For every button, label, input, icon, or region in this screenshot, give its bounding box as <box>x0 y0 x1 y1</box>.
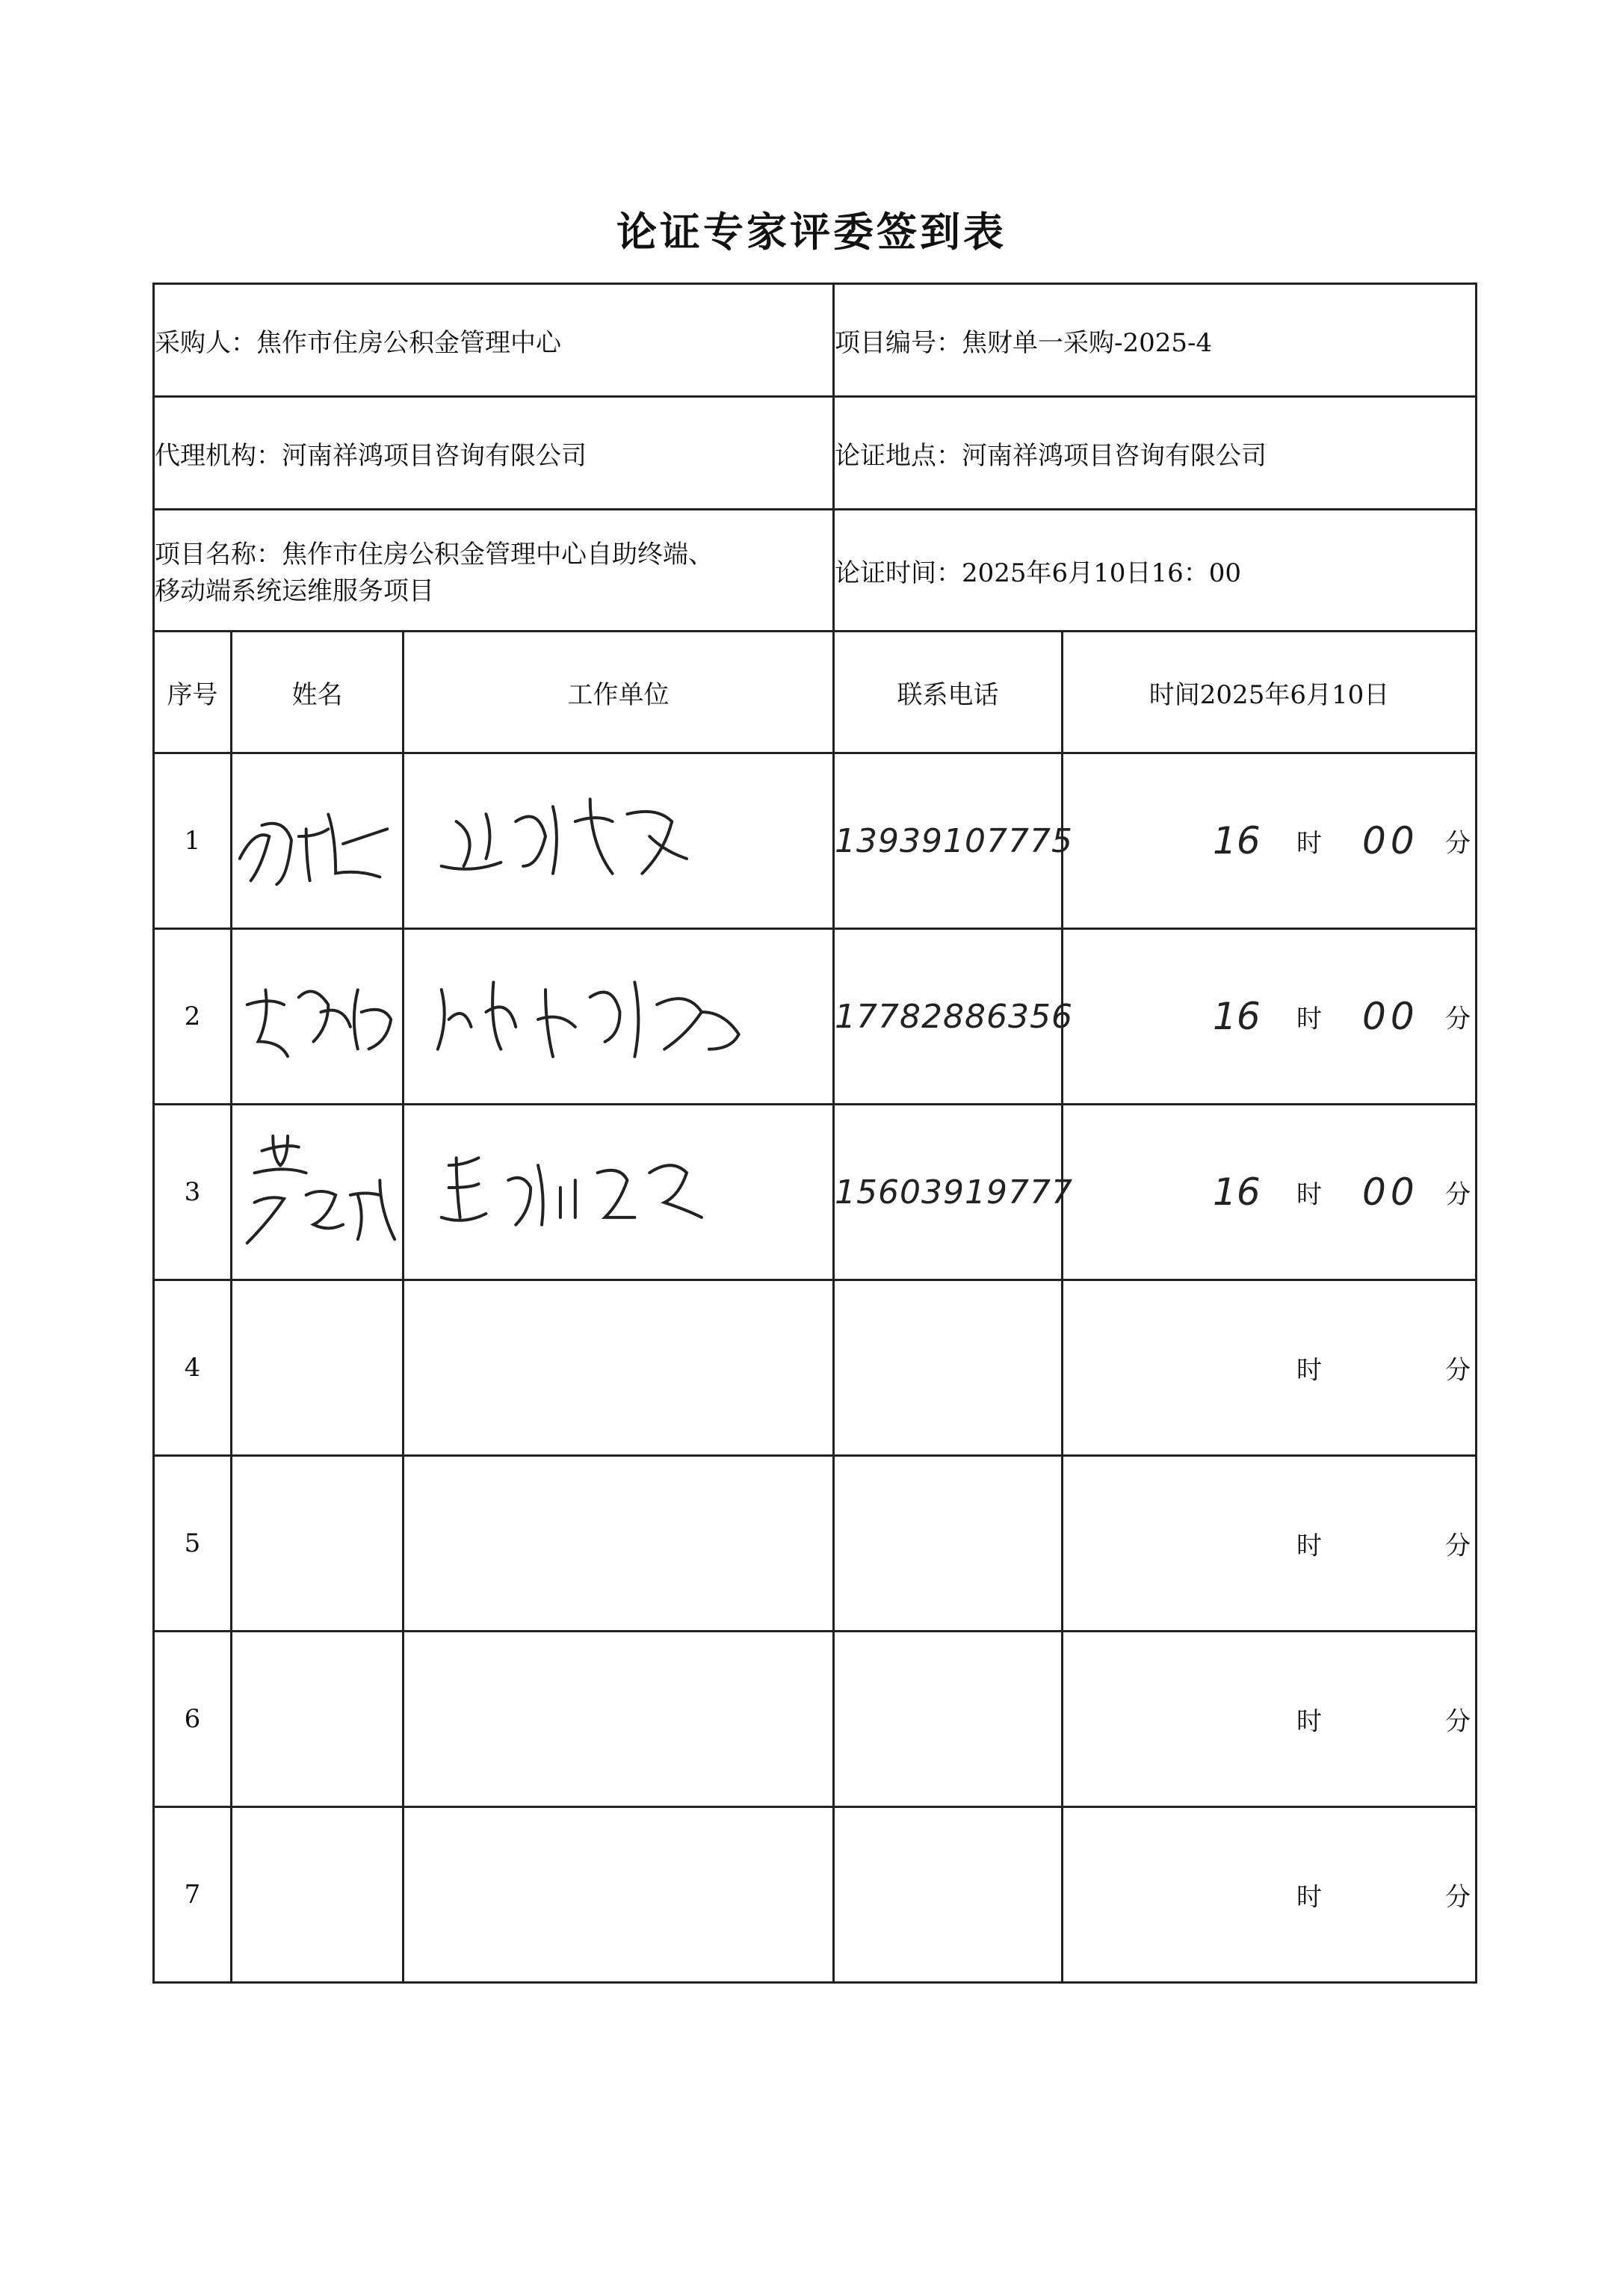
project-name-label: 项目名称： <box>155 540 282 570</box>
time-cell <box>1063 1456 1477 1632</box>
name-cell <box>232 1456 404 1632</box>
time-cell <box>1063 753 1477 929</box>
row-number: 6 <box>154 1632 232 1807</box>
time-cell <box>834 510 1477 632</box>
name-signature-cell <box>232 929 404 1105</box>
hour-label: 时 <box>1296 1355 1323 1386</box>
column-header-row <box>154 632 1477 753</box>
name-signature <box>232 1105 402 1279</box>
hour-label: 时 <box>1296 1531 1323 1561</box>
hour-value: 16 <box>1213 1170 1261 1214</box>
info-row-agency <box>154 397 1477 510</box>
page-title: 论证专家评委签到表 <box>616 208 1007 256</box>
project-no-label: 项目编号： <box>835 327 962 358</box>
minute-label: 分 <box>1445 1004 1471 1034</box>
minute-label: 分 <box>1445 828 1471 859</box>
name-signature-cell <box>232 1105 404 1280</box>
purchaser-cell <box>154 284 834 397</box>
minute-label: 分 <box>1445 1882 1471 1913</box>
minute-label: 分 <box>1445 1355 1471 1386</box>
header-unit: 工作单位 <box>404 632 834 753</box>
time-box <box>1063 1105 1475 1279</box>
phone-value <box>834 1456 1063 1632</box>
minute-value: 00 <box>1362 819 1419 862</box>
header-name: 姓名 <box>232 632 404 753</box>
row-number: 5 <box>154 1456 232 1632</box>
table-row <box>154 929 1477 1105</box>
time-label: 论证时间： <box>835 558 962 588</box>
purchaser-value: 焦作市住房公积金管理中心 <box>256 327 561 358</box>
time-cell <box>1063 1807 1477 1983</box>
location-value: 河南祥鸿项目咨询有限公司 <box>962 440 1267 471</box>
name-signature-cell <box>232 753 404 929</box>
project-name-value: 焦作市住房公积金管理中心自助终端、 移动端系统运维服务项目 <box>155 540 714 606</box>
project-no-cell <box>834 284 1477 397</box>
hour-label: 时 <box>1296 1882 1323 1913</box>
hour-label: 时 <box>1296 828 1323 859</box>
unit-cell <box>404 1632 834 1807</box>
time-box <box>1063 754 1475 928</box>
unit-cell <box>404 1456 834 1632</box>
phone-value: 13939107775 <box>834 753 1063 929</box>
purchaser-label: 采购人： <box>155 327 256 358</box>
agency-cell <box>154 397 834 510</box>
time-box <box>1063 1808 1475 1981</box>
time-box <box>1063 1632 1475 1806</box>
name-cell <box>232 1632 404 1807</box>
unit-signature <box>404 1105 832 1279</box>
header-time: 时间2025年6月10日 <box>1063 632 1477 753</box>
hour-label: 时 <box>1296 1706 1323 1737</box>
time-cell <box>1063 1280 1477 1456</box>
unit-signature <box>404 754 832 928</box>
project-name-cell <box>154 510 834 632</box>
info-row-project <box>154 510 1477 632</box>
sign-in-table <box>152 283 1477 1984</box>
minute-label: 分 <box>1445 1706 1471 1737</box>
time-cell <box>1063 1105 1477 1280</box>
name-cell <box>232 1807 404 1983</box>
location-label: 论证地点： <box>835 440 962 471</box>
table-row <box>154 1456 1477 1632</box>
hour-label: 时 <box>1296 1004 1323 1034</box>
unit-signature-cell <box>404 1105 834 1280</box>
time-box <box>1063 930 1475 1103</box>
minute-value: 00 <box>1362 995 1419 1038</box>
unit-cell <box>404 1280 834 1456</box>
phone-value: 17782886356 <box>834 929 1063 1105</box>
time-cell <box>1063 1632 1477 1807</box>
header-phone: 联系电话 <box>834 632 1063 753</box>
unit-signature-cell <box>404 929 834 1105</box>
minute-label: 分 <box>1445 1531 1471 1561</box>
time-value: 2025年6月10日16：00 <box>962 558 1241 588</box>
header-no: 序号 <box>154 632 232 753</box>
row-number: 3 <box>154 1105 232 1280</box>
table-row <box>154 1807 1477 1983</box>
table-row <box>154 753 1477 929</box>
phone-value <box>834 1280 1063 1456</box>
agency-value: 河南祥鸿项目咨询有限公司 <box>282 440 587 471</box>
minute-value: 00 <box>1362 1170 1419 1214</box>
unit-signature <box>404 930 832 1103</box>
row-number: 4 <box>154 1280 232 1456</box>
row-number: 2 <box>154 929 232 1105</box>
minute-label: 分 <box>1445 1179 1471 1210</box>
name-signature <box>232 930 402 1103</box>
hour-value: 16 <box>1213 819 1261 862</box>
phone-value <box>834 1632 1063 1807</box>
agency-label: 代理机构： <box>155 440 282 471</box>
location-cell <box>834 397 1477 510</box>
info-row-purchaser <box>154 284 1477 397</box>
name-cell <box>232 1280 404 1456</box>
row-number: 7 <box>154 1807 232 1983</box>
name-signature <box>232 754 402 928</box>
hour-value: 16 <box>1213 995 1261 1038</box>
hour-label: 时 <box>1296 1179 1323 1210</box>
table-row <box>154 1105 1477 1280</box>
table-row <box>154 1280 1477 1456</box>
table-row <box>154 1632 1477 1807</box>
unit-signature-cell <box>404 753 834 929</box>
project-no-value: 焦财单一采购-2025-4 <box>962 327 1213 358</box>
time-cell <box>1063 929 1477 1105</box>
unit-cell <box>404 1807 834 1983</box>
time-box <box>1063 1281 1475 1454</box>
row-number: 1 <box>154 753 232 929</box>
phone-value: 15603919777 <box>834 1105 1063 1280</box>
time-box <box>1063 1457 1475 1630</box>
phone-value <box>834 1807 1063 1983</box>
